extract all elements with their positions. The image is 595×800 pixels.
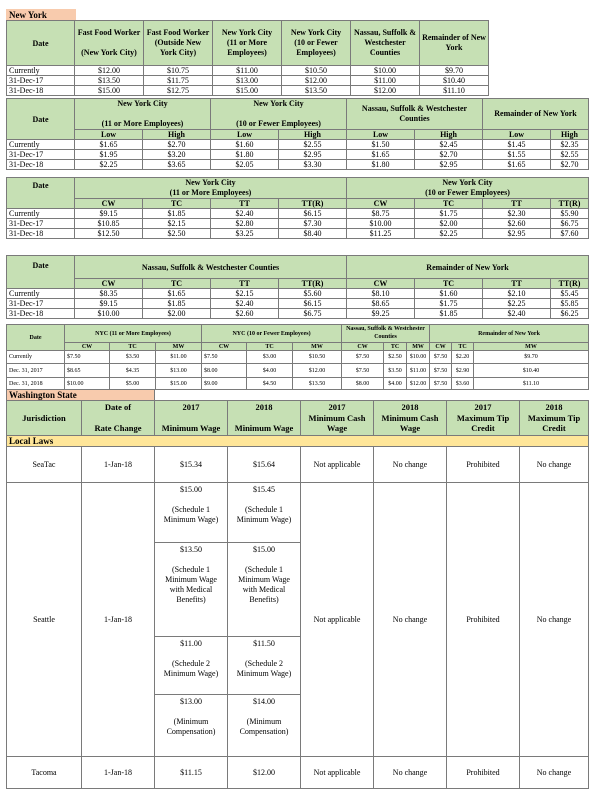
cell: Not applicable [301,757,374,789]
cell: $2.50 [143,229,211,239]
cell: No change [520,757,589,789]
cell: $7.50 [202,351,247,364]
col-header: MW [293,343,342,351]
cell: $13.50 (Schedule 1 Minimum Wage with Medical Benefits) [155,543,228,637]
table-row [7,160,589,170]
cell: $2.70 [551,160,589,170]
col-header: New York City (11 or More Employees) [213,21,282,66]
cell: $15.00 (Schedule 1 Minimum Wage) [155,483,228,543]
col-header: New York City (11 or More Employees) [75,99,211,130]
cell: $3.20 [143,150,211,160]
col-header: 2018 Maximum Tip Credit [520,401,589,436]
col-header: Nassau, Suffolk & Westchester Counties [351,21,420,66]
col-header: CW [430,343,452,351]
cell: $14.00 (Minimum Compensation) [228,695,301,757]
col-header: Date of Rate Change [82,401,155,436]
cell: $2.45 [415,140,483,150]
cell: 31-Dec-17 [7,299,75,309]
col-header: CW [75,279,143,289]
cell: $8.65 [347,299,415,309]
col-header: 2017 Maximum Tip Credit [447,401,520,436]
col-header: Date [7,99,75,140]
col-header: MW [156,343,202,351]
cell: $1.95 [75,150,143,160]
col-header: TT [483,279,551,289]
cell: $5.45 [551,289,589,299]
cell: $5.00 [110,378,156,390]
cell: $2.40 [211,299,279,309]
cell: $5.90 [551,209,589,219]
cell: $3.50 [384,364,407,378]
col-header: TT(R) [551,199,589,209]
col-header: High [551,130,589,140]
col-header: High [415,130,483,140]
cell: $2.15 [143,219,211,229]
cell: $7.50 [65,351,110,364]
cell: $10.00 [351,66,420,76]
cell: 31-Dec-18 [7,229,75,239]
col-header: Nassau, Suffolk & Westchester Counties [342,325,430,343]
cell: $2.15 [211,289,279,299]
cell: $12.00 [351,86,420,96]
cell: $3.65 [143,160,211,170]
cell: $2.30 [483,209,551,219]
cell: $8.75 [347,209,415,219]
cell: $10.75 [144,66,213,76]
cell: $1.65 [483,160,551,170]
col-header: High [279,130,347,140]
cell: $1.50 [347,140,415,150]
cell: $15.00 (Schedule 1 Minimum Wage with Medical Benefits) [228,543,301,637]
col-header: New York City (10 or Fewer Employees) [282,21,351,66]
ny-nyc-cw-table [6,177,589,239]
table-row [7,76,589,86]
cell: $1.75 [415,209,483,219]
col-header: Remainder of New York [483,99,589,130]
col-header: High [143,130,211,140]
cell: $2.95 [279,150,347,160]
col-header: MW [474,343,589,351]
cell: $1.80 [211,150,279,160]
cell: $10.00 [75,309,143,319]
col-header: Remainder of New York [347,256,589,279]
cell: $3.25 [211,229,279,239]
cell: $10.50 [293,351,342,364]
cell: $10.00 [65,378,110,390]
cell: $10.00 [407,351,430,364]
col-header: CW [347,279,415,289]
cell: $15.64 [228,447,301,483]
cell: $8.65 [65,364,110,378]
cell: $3.30 [279,160,347,170]
cell: Currently [7,66,75,76]
col-header: TC [452,343,474,351]
col-header: New York City (10 or Fewer Employees) [347,178,589,199]
cell: $13.50 [75,76,144,86]
cell: $13.00 [156,364,202,378]
cell: $2.80 [211,219,279,229]
col-header: TC [247,343,293,351]
cell: 31-Dec-17 [7,150,75,160]
cell: $3.50 [110,351,156,364]
cell: $9.15 [75,209,143,219]
cell: $12.75 [144,86,213,96]
col-header: 2017 Minimum Cash Wage [301,401,374,436]
cell: $15.34 [155,447,228,483]
cell: $11.75 [144,76,213,86]
cell: $1.85 [143,209,211,219]
table-row [7,66,589,76]
cell: $5.85 [551,299,589,309]
cell: Dec. 31, 2018 [7,378,65,390]
cell: Dec. 31, 2017 [7,364,65,378]
col-header: TT(R) [551,279,589,289]
cell: $6.75 [551,219,589,229]
wa-title: Washington State [7,390,155,401]
cell: Prohibited [447,757,520,789]
cell: $15.45 (Schedule 1 Minimum Wage) [228,483,301,543]
cell: $3.00 [247,351,293,364]
cell: $12.00 [282,76,351,86]
jurisdiction-cell: Seattle [7,483,82,757]
cell: $1.85 [415,309,483,319]
table-row [7,299,589,309]
cell: $2.10 [483,289,551,299]
col-header: Date [7,178,75,209]
cell: $7.30 [279,219,347,229]
cell: $1.45 [483,140,551,150]
cell: 31-Dec-18 [7,309,75,319]
col-header: New York City (10 or Fewer Employees) [211,99,347,130]
cell: $2.70 [143,140,211,150]
table-row [7,447,589,483]
cell: $9.00 [202,378,247,390]
cell: $4.00 [247,364,293,378]
cell: $2.05 [211,160,279,170]
cell: $15.00 [156,378,202,390]
cell: Prohibited [447,483,520,757]
cell: Prohibited [447,447,520,483]
cell: $1.65 [75,140,143,150]
col-header: Fast Food Worker (New York City) [75,21,144,66]
table-row [7,364,589,378]
cell: 1-Jan-18 [82,447,155,483]
local-laws-row: Local Laws [7,436,589,447]
col-header: TT(R) [279,279,347,289]
cell: $1.65 [143,289,211,299]
cell: $8.40 [279,229,347,239]
col-header: Remainder of New York [420,21,489,66]
cell: $4.00 [384,378,407,390]
col-header: TC [415,279,483,289]
cell: $7.50 [430,351,452,364]
cell: $11.00 [407,364,430,378]
cell: $13.50 [282,86,351,96]
table-row [7,219,589,229]
cell: $9.70 [420,66,489,76]
cell: $2.50 [384,351,407,364]
col-header: Jurisdiction [7,401,82,436]
cell: $2.55 [279,140,347,150]
cell: $12.00 [228,757,301,789]
cell: No change [520,483,589,757]
cell: Not applicable [301,483,374,757]
cell: $11.50 (Schedule 2 Minimum Wage) [228,637,301,695]
cell: $12.00 [407,378,430,390]
cell: 31-Dec-17 [7,219,75,229]
cell: $11.00 [213,66,282,76]
cell: $7.50 [342,364,384,378]
cell: 31-Dec-18 [7,160,75,170]
cell: $2.95 [415,160,483,170]
col-header: TC [384,343,407,351]
cell: $12.00 [75,66,144,76]
cell: $1.55 [483,150,551,160]
cell: 31-Dec-18 [7,86,75,96]
col-header: NYC (10 or Fewer Employees) [202,325,342,343]
col-header: 2018 Minimum Cash Wage [374,401,447,436]
cell: $2.55 [551,150,589,160]
cell: $1.80 [347,160,415,170]
cell: $1.65 [347,150,415,160]
cell: $7.50 [342,351,384,364]
table-row [7,309,589,319]
cell: $10.50 [282,66,351,76]
cell: $2.90 [452,364,474,378]
cell: $11.15 [155,757,228,789]
col-header: TT [211,279,279,289]
cell: $1.75 [415,299,483,309]
cell: $15.00 [213,86,282,96]
cell: $11.00 [156,351,202,364]
table-row [7,209,589,219]
cell: No change [374,757,447,789]
col-header: TT [483,199,551,209]
col-header: MW [407,343,430,351]
cell: $9.70 [474,351,589,364]
cell: $10.00 [347,219,415,229]
cell: $13.00 (Minimum Compensation) [155,695,228,757]
col-header: Nassau, Suffolk & Westchester Counties [347,99,483,130]
col-header: Remainder of New York [430,325,589,343]
cell: $2.20 [452,351,474,364]
cell: Not applicable [301,447,374,483]
cell: $2.40 [483,309,551,319]
col-header: TT [211,199,279,209]
col-header: CW [65,343,110,351]
table-row [7,289,589,299]
cell: $9.25 [347,309,415,319]
table-row [7,483,589,543]
ny-counties-cw-table [6,255,589,319]
col-header: 2017 Minimum Wage [155,401,228,436]
cell: $2.00 [143,309,211,319]
cell: $9.15 [75,299,143,309]
cell: $11.10 [420,86,489,96]
cell: $6.75 [279,309,347,319]
cell: $11.00 (Schedule 2 Minimum Wage) [155,637,228,695]
cell: $1.60 [211,140,279,150]
col-header: Low [347,130,415,140]
jurisdiction-cell: SeaTac [7,447,82,483]
cell: Currently [7,209,75,219]
col-header: Nassau, Suffolk & Westchester Counties [75,256,347,279]
col-header: 2018 Minimum Wage [228,401,301,436]
cell: $8.00 [202,364,247,378]
col-header: Fast Food Worker (Outside New York City) [144,21,213,66]
cell: 31-Dec-17 [7,76,75,86]
col-header: TC [143,199,211,209]
col-header: Date [7,256,75,289]
cell: $12.50 [75,229,143,239]
cell: $8.00 [342,378,384,390]
cell: $2.35 [551,140,589,150]
cell: $12.00 [293,364,342,378]
cell: $13.50 [293,378,342,390]
ny-summary-table [6,324,589,390]
col-header: TC [110,343,156,351]
cell: $10.85 [75,219,143,229]
col-header: Low [211,130,279,140]
table-row [7,757,589,789]
table-row [7,378,589,390]
cell: 1-Jan-18 [82,483,155,757]
ny-title: New York [6,9,76,22]
cell: Currently [7,140,75,150]
jurisdiction-cell: Tacoma [7,757,82,789]
ny-tip-credit-table [6,98,589,170]
wa-section [6,389,589,789]
cell: $15.00 [75,86,144,96]
cell: $7.50 [430,378,452,390]
col-header: NYC (11 or More Employees) [65,325,202,343]
col-header: Low [75,130,143,140]
table-row [7,229,589,239]
cell: $2.60 [483,219,551,229]
cell: No change [374,447,447,483]
col-header: CW [347,199,415,209]
cell: No change [520,447,589,483]
cell: $2.25 [415,229,483,239]
table-row [7,140,589,150]
col-header: New York City (11 or More Employees) [75,178,347,199]
cell: $2.70 [415,150,483,160]
cell: $11.10 [474,378,589,390]
col-header: TC [415,199,483,209]
col-header: TC [143,279,211,289]
col-header: CW [75,199,143,209]
table-row [7,351,589,364]
cell: $11.00 [351,76,420,86]
cell: $6.15 [279,299,347,309]
cell: $4.50 [247,378,293,390]
cell: $13.00 [213,76,282,86]
cell: $8.10 [347,289,415,299]
cell: Currently [7,351,65,364]
ny-fast-food-table [6,20,589,96]
cell: $10.40 [420,76,489,86]
cell: $2.25 [483,299,551,309]
table-row [7,150,589,160]
cell: $4.35 [110,364,156,378]
cell: 1-Jan-18 [82,757,155,789]
cell: $11.25 [347,229,415,239]
col-header: Date [7,325,65,351]
table-row [7,86,589,96]
cell: $1.85 [143,299,211,309]
cell: $5.60 [279,289,347,299]
cell: $7.50 [430,364,452,378]
cell: $10.40 [474,364,589,378]
cell: Currently [7,289,75,299]
cell: $2.60 [211,309,279,319]
cell: $8.35 [75,289,143,299]
cell: $2.25 [75,160,143,170]
cell: $1.60 [415,289,483,299]
col-header: Low [483,130,551,140]
cell: $2.40 [211,209,279,219]
col-header: Date [7,21,75,66]
col-header: CW [202,343,247,351]
cell: $6.25 [551,309,589,319]
cell: No change [374,483,447,757]
cell: $7.60 [551,229,589,239]
cell: $2.95 [483,229,551,239]
col-header: TT(R) [279,199,347,209]
cell: $3.60 [452,378,474,390]
cell: $2.00 [415,219,483,229]
col-header: CW [342,343,384,351]
cell: $6.15 [279,209,347,219]
